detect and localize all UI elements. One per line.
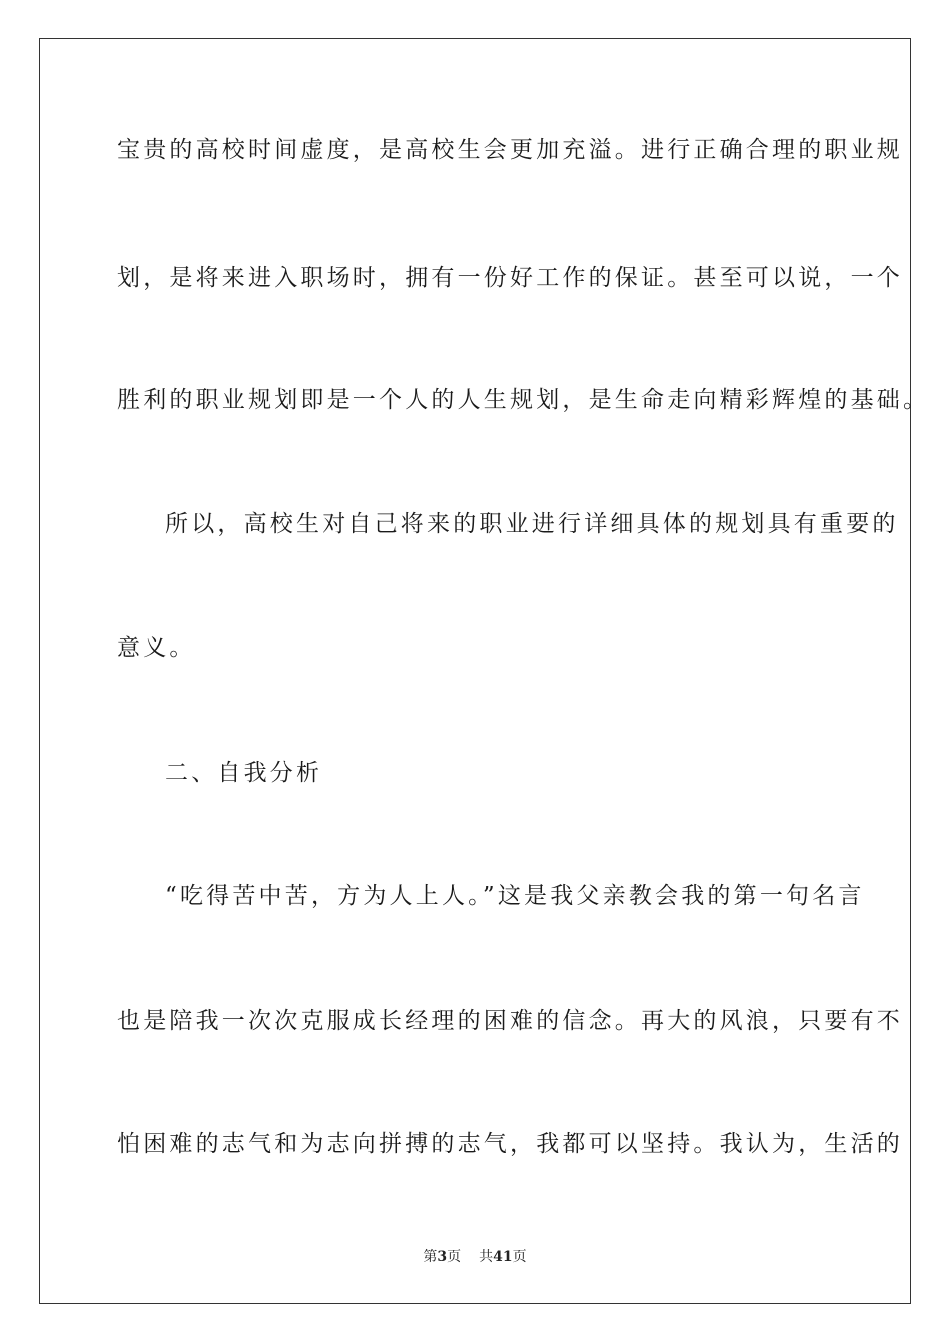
page-frame [39, 38, 930, 1304]
footer-total-prefix: 共 [479, 1249, 494, 1265]
body-line-6: “吃得苦中苦，方为人上人。”这是我父亲教会我的第一句名言 [165, 883, 865, 909]
body-line-2: 划，是将来进入职场时，拥有一份好工作的保证。甚至可以说，一个 [117, 265, 903, 291]
footer-page-unit: 页 [447, 1249, 462, 1265]
body-line-5: 意义。 [117, 635, 196, 661]
footer-page-prefix: 第 [423, 1249, 438, 1265]
footer-page-total: 41 [493, 1249, 513, 1265]
footer-page-current: 3 [437, 1249, 448, 1265]
body-line-4: 所以，高校生对自己将来的职业进行详细具体的规划具有重要的 [165, 511, 899, 537]
body-line-1: 宝贵的高校时间虚度，是高校生会更加充溢。进行正确合理的职业规 [117, 137, 903, 163]
section-heading: 二、自我分析 [165, 760, 323, 786]
page-footer [0, 1246, 950, 1266]
footer-total-unit: 页 [512, 1249, 527, 1265]
body-line-3: 胜利的职业规划即是一个人的人生规划，是生命走向精彩辉煌的基础。 [117, 387, 930, 413]
body-line-8: 怕困难的志气和为志向拼搏的志气，我都可以坚持。我认为，生活的 [117, 1131, 903, 1157]
body-line-7: 也是陪我一次次克服成长经理的困难的信念。再大的风浪，只要有不 [117, 1008, 903, 1034]
